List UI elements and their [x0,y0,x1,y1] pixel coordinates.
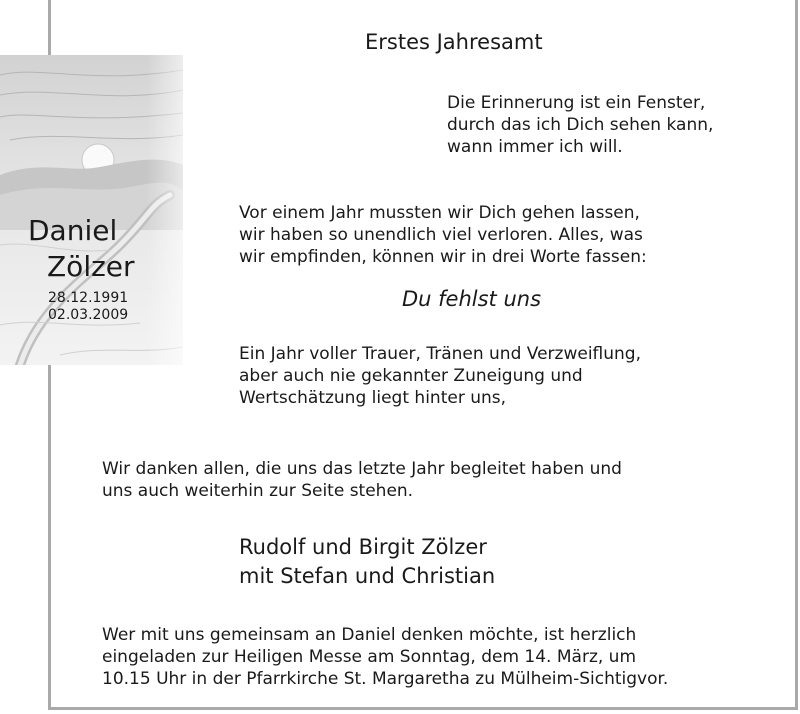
quote-line: wann immer ich will. [447,137,623,157]
paragraph-line: 10.15 Uhr in der Pfarrkirche St. Margaretha zu Mülheim-Sichtigvor. [102,669,669,689]
paragraph-line: Wir danken allen, die uns das letzte Jahr begleitet haben und [102,459,622,479]
birth-date: 28.12.1991 [48,290,129,306]
deceased-last-name: Zölzer [47,250,135,283]
paragraph-line: eingeladen zur Heiligen Messe am Sonntag, dem 14. März, um [102,647,637,667]
paragraph-line: Vor einem Jahr mussten wir Dich gehen lassen, [239,203,640,223]
deceased-first-name: Daniel [28,214,118,247]
quote-line: Die Erinnerung ist ein Fenster, [447,93,706,113]
paragraph-two [239,343,641,409]
paragraph-line: Wertschätzung liegt hinter uns, [239,388,507,408]
paragraph-one [239,202,647,268]
notice-heading: Erstes Jahresamt [365,30,543,54]
paragraph-line: Ein Jahr voller Trauer, Tränen und Verzweiflung, [239,344,641,364]
paragraph-line: aber auch nie gekannter Zuneigung und [239,366,583,386]
quote-line: durch das ich Dich sehen kann, [447,115,714,135]
life-dates [48,290,128,324]
family-line: Rudolf und Birgit Zölzer [239,535,487,559]
family-signature [239,533,495,591]
death-date: 02.03.2009 [48,307,129,323]
thanks-paragraph [102,458,622,502]
memorial-quote [447,92,713,158]
family-line: mit Stefan und Christian [239,564,496,588]
paragraph-line: wir haben so unendlich viel verloren. Alles, was [239,225,643,245]
mass-invitation [102,624,668,690]
paragraph-line: wir empfinden, können wir in drei Worte fassen: [239,247,647,267]
paragraph-line: uns auch weiterhin zur Seite stehen. [102,481,414,501]
emphasis-text: Du fehlst uns [402,287,542,311]
paragraph-line: Wer mit uns gemeinsam an Daniel denken möchte, ist herzlich [102,625,637,645]
